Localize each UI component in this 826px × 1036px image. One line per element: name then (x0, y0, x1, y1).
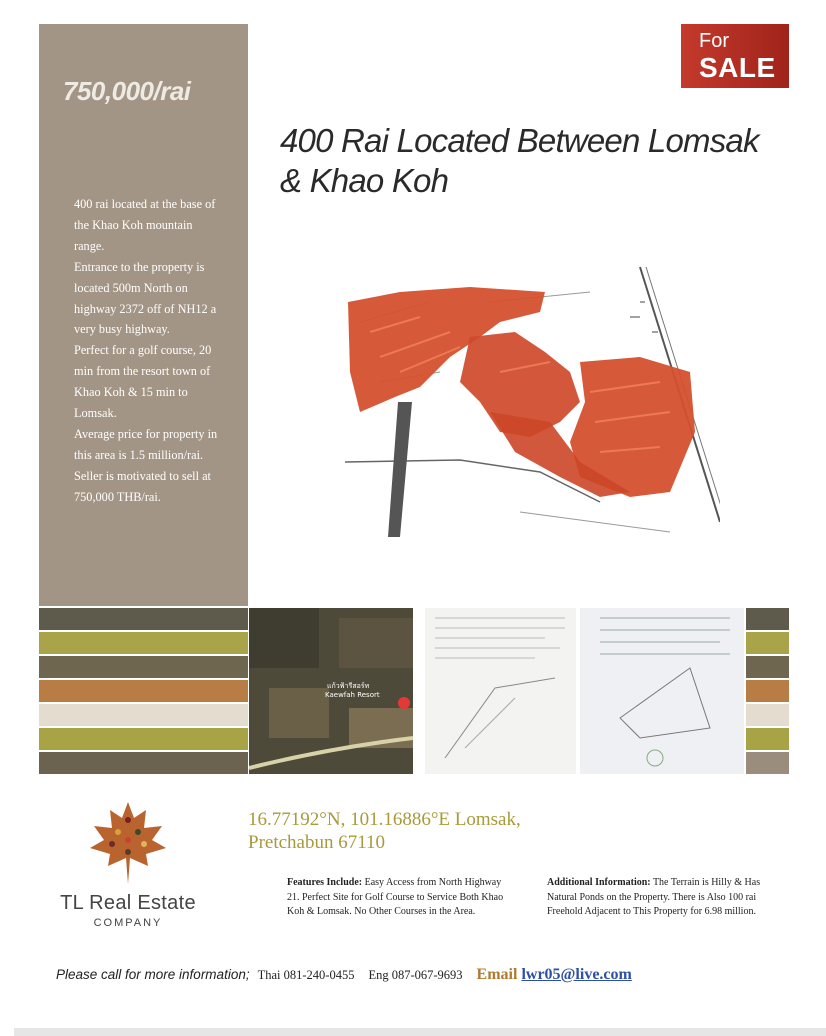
stripe (746, 632, 789, 654)
land-deed-scan-2 (580, 608, 744, 774)
contact-prompt: Please call for more information; (56, 967, 250, 982)
stripe (39, 608, 248, 630)
badge-for: For (699, 30, 729, 52)
description-line: Seller is motivated to sell at 750,000 THB/rai. (74, 468, 211, 504)
stripe (746, 608, 789, 630)
stripe (39, 632, 248, 654)
description-line: Entrance to the property is located 500m North on highway 2372 off of NH12 a very busy highway. (74, 259, 217, 337)
additional-label: Additional Information: (547, 877, 651, 888)
features-block (287, 876, 515, 920)
for-sale-badge (681, 24, 789, 88)
features-text: Easy Access from North Highway 21. Perfect Site for Golf Course to Service Both Khao Koh & Lomsak. No Other Courses in the Area. (287, 877, 504, 917)
color-stripes-left (39, 608, 248, 774)
stripe (39, 752, 248, 774)
description-line: Perfect for a golf course, 20 min from the resort town of Khao Koh & 15 min to Lomsak. (74, 343, 212, 421)
email-link[interactable]: lwr05@live.com (521, 966, 632, 983)
email-label: Email (476, 966, 518, 983)
stripe (746, 728, 789, 750)
price-label: 750,000/rai (63, 76, 191, 106)
property-description (74, 194, 224, 508)
satellite-photo (249, 608, 413, 774)
additional-text: The Terrain is Hilly & Has Natural Ponds on the Property. There is Also 100 rai Freehold Adjacent to This Property for 6.98 million. (547, 877, 761, 917)
stripe (746, 656, 789, 678)
land-deed-scan-1 (425, 608, 576, 774)
page-title: 400 Rai Located Between Lomsak & Khao Koh (280, 122, 759, 199)
features-label: Features Include: (287, 877, 363, 888)
stripe (39, 704, 248, 726)
stripe (39, 728, 248, 750)
map-label-en: Kaewfah Resort (325, 691, 380, 699)
contact-line (56, 966, 632, 984)
phone-thai[interactable]: Thai 081-240-0455 (257, 968, 355, 982)
company-brand (58, 892, 198, 929)
additional-info-block (547, 876, 777, 920)
description-line: Average price for property in this area is 1.5 million/rai. (74, 426, 218, 462)
color-stripes-right (746, 608, 789, 774)
stripe (39, 656, 248, 678)
stripe (746, 680, 789, 702)
map-label-thai: แก้วฟ้ารีสอร์ท (327, 682, 370, 690)
company-name: TL Real Estate (60, 892, 196, 914)
company-sub: COMPANY (93, 917, 163, 929)
badge-sale: SALE (699, 52, 776, 83)
property-map-image (340, 262, 720, 542)
coordinates: 16.77192°N, 101.16886°E Lomsak, Pretchabun 67110 (248, 809, 521, 853)
description-line: 400 rai located at the base of the Khao Koh mountain range. (74, 197, 216, 253)
phone-eng[interactable]: Eng 087-067-9693 (368, 968, 463, 982)
bottom-bar (14, 1028, 826, 1036)
stripe (39, 680, 248, 702)
company-logo-leaf (88, 800, 168, 884)
stripe (746, 752, 789, 774)
stripe (746, 704, 789, 726)
